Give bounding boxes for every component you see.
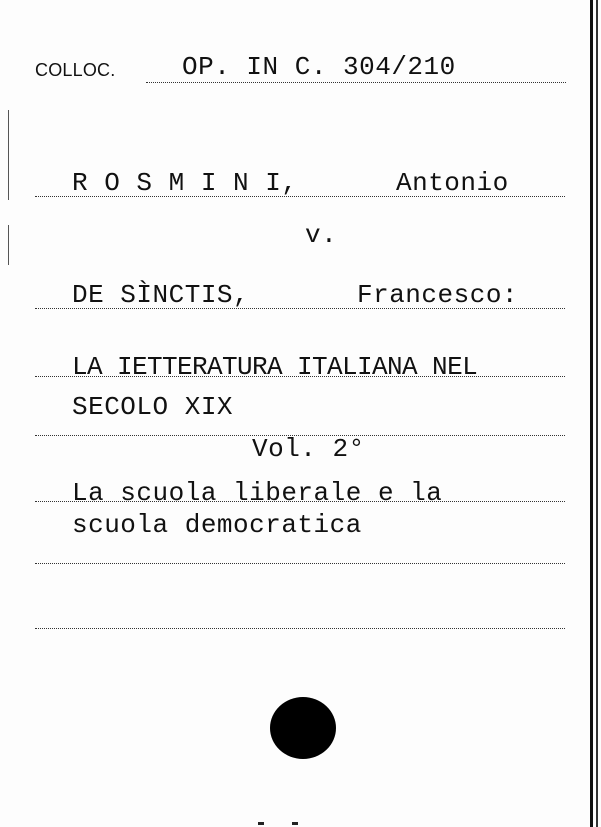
- card-edge-right: [590, 0, 593, 827]
- author-forename: Antonio: [396, 168, 509, 198]
- blank-dotted-line-2: [35, 628, 565, 629]
- subtitle-line-1: La scuola liberale e la: [72, 478, 443, 508]
- subject-forename: Francesco:: [357, 280, 519, 310]
- card-edge-left-mark: [8, 225, 9, 265]
- title-line-2: SECOLO XIX: [72, 392, 234, 422]
- colloc-label: COLLOC.: [35, 60, 116, 80]
- card-edge-right-inner: [596, 0, 598, 827]
- colloc-dotted-line: [146, 82, 566, 83]
- volume: Vol. 2°: [252, 434, 365, 464]
- subtitle-dotted-line: [35, 501, 565, 502]
- card-edge-left-mark: [8, 110, 9, 200]
- author-surname: R O S M I N I,: [72, 168, 298, 198]
- connector-v: v.: [305, 220, 338, 250]
- title-dotted-line: [35, 376, 565, 377]
- subject-surname: DE SÌNCTIS,: [72, 280, 250, 310]
- card-edge-bottom-mark: [258, 822, 264, 825]
- punch-hole: [270, 697, 336, 759]
- card-edge-bottom-mark: [292, 822, 298, 825]
- subject-dotted-line: [35, 308, 565, 309]
- blank-dotted-line-1: [35, 563, 565, 564]
- shelfmark: OP. IN C. 304/210: [182, 52, 456, 82]
- title-line-1: LA IETTERATURA ITALIANA NEL: [72, 352, 478, 382]
- author-dotted-line: [35, 196, 565, 197]
- subtitle-line-2: scuola democratica: [72, 510, 362, 540]
